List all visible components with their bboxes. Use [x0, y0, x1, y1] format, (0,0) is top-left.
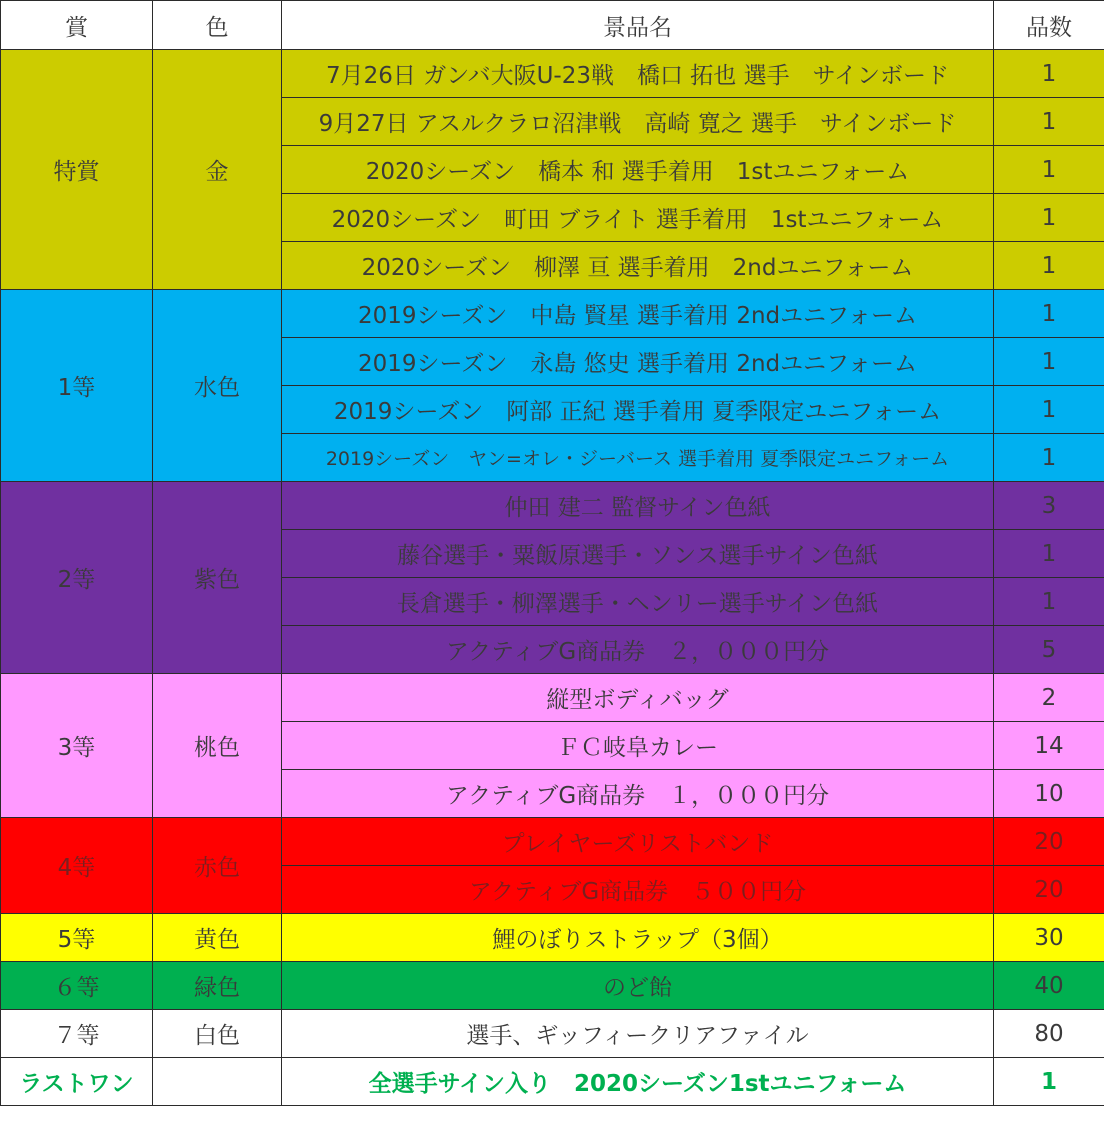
item-qty-cell: 1: [994, 290, 1104, 338]
item-qty-cell: 30: [994, 914, 1104, 962]
header-item: 景品名: [282, 1, 994, 50]
item-name-cell: 選手、ギッフィークリアファイル: [282, 1010, 994, 1058]
item-qty-cell: 1: [994, 194, 1104, 242]
item-name-cell: 2020シーズン 町田 ブライト 選手着用 1stユニフォーム: [282, 194, 994, 242]
table-row: [1, 1058, 1104, 1106]
item-name-cell: プレイヤーズリストバンド: [282, 818, 994, 866]
item-qty-cell: 20: [994, 866, 1104, 914]
item-qty-cell: 40: [994, 962, 1104, 1010]
item-qty-cell: 80: [994, 1010, 1104, 1058]
item-name-cell: 9月27日 アスルクラロ沼津戦 高崎 寛之 選手 サインボード: [282, 98, 994, 146]
item-name-cell: 2019シーズン ヤン=オレ・ジーバース 選手着用 夏季限定ユニフォーム: [282, 434, 994, 482]
table-row: [1, 50, 1104, 98]
prize-color-cell: 桃色: [153, 674, 282, 818]
prize-color-cell: 白色: [153, 1010, 282, 1058]
item-qty-cell: 1: [994, 98, 1104, 146]
item-qty-cell: 1: [994, 50, 1104, 98]
item-name-cell: のど飴: [282, 962, 994, 1010]
prize-rank-cell: 2等: [1, 482, 153, 674]
item-qty-cell: 5: [994, 626, 1104, 674]
item-name-cell: ＦＣ岐阜カレー: [282, 722, 994, 770]
item-name-cell: 全選手サイン入り 2020シーズン1stユニフォーム: [282, 1058, 994, 1106]
item-name-cell: 7月26日 ガンバ大阪U-23戦 橋口 拓也 選手 サインボード: [282, 50, 994, 98]
item-qty-cell: 3: [994, 482, 1104, 530]
item-name-cell: アクティブG商品券 ５００円分: [282, 866, 994, 914]
prize-rank-cell: 3等: [1, 674, 153, 818]
item-name-cell: 2019シーズン 永島 悠史 選手着用 2ndユニフォーム: [282, 338, 994, 386]
item-name-cell: 仲田 建二 監督サイン色紙: [282, 482, 994, 530]
item-name-cell: 縦型ボディバッグ: [282, 674, 994, 722]
table-row: [1, 1010, 1104, 1058]
prize-rank-cell: 特賞: [1, 50, 153, 290]
prize-rank-cell: ６等: [1, 962, 153, 1010]
item-qty-cell: 1: [994, 578, 1104, 626]
header-qty: 品数: [994, 1, 1104, 50]
item-name-cell: 2020シーズン 橋本 和 選手着用 1stユニフォーム: [282, 146, 994, 194]
prize-rank-cell: 1等: [1, 290, 153, 482]
item-name-cell: 藤谷選手・粟飯原選手・ソンス選手サイン色紙: [282, 530, 994, 578]
prize-color-cell: 水色: [153, 290, 282, 482]
item-qty-cell: 1: [994, 242, 1104, 290]
prize-color-cell: 緑色: [153, 962, 282, 1010]
item-qty-cell: 1: [994, 1058, 1104, 1106]
item-name-cell: 2020シーズン 柳澤 亘 選手着用 2ndユニフォーム: [282, 242, 994, 290]
prize-rank-cell: ７等: [1, 1010, 153, 1058]
item-qty-cell: 1: [994, 530, 1104, 578]
table-row: [1, 290, 1104, 338]
item-qty-cell: 10: [994, 770, 1104, 818]
prize-color-cell: 金: [153, 50, 282, 290]
header-prize: 賞: [1, 1, 153, 50]
prize-rank-cell: ラストワン: [1, 1058, 153, 1106]
table-row: [1, 962, 1104, 1010]
item-qty-cell: 14: [994, 722, 1104, 770]
prize-rank-cell: 4等: [1, 818, 153, 914]
item-qty-cell: 1: [994, 146, 1104, 194]
table-row: [1, 482, 1104, 530]
item-qty-cell: 1: [994, 434, 1104, 482]
item-name-cell: アクティブG商品券 ２，０００円分: [282, 626, 994, 674]
table-row: [1, 818, 1104, 866]
item-name-cell: 鯉のぼりストラップ（3個）: [282, 914, 994, 962]
header-row: [1, 1, 1104, 50]
prize-color-cell: 赤色: [153, 818, 282, 914]
item-name-cell: 長倉選手・柳澤選手・ヘンリー選手サイン色紙: [282, 578, 994, 626]
item-name-cell: アクティブG商品券 １，０００円分: [282, 770, 994, 818]
item-qty-cell: 1: [994, 338, 1104, 386]
item-qty-cell: 20: [994, 818, 1104, 866]
item-name-cell: 2019シーズン 中島 賢星 選手着用 2ndユニフォーム: [282, 290, 994, 338]
prize-color-cell: [153, 1058, 282, 1106]
prize-color-cell: 黄色: [153, 914, 282, 962]
item-name-cell: 2019シーズン 阿部 正紀 選手着用 夏季限定ユニフォーム: [282, 386, 994, 434]
prize-color-cell: 紫色: [153, 482, 282, 674]
item-qty-cell: 2: [994, 674, 1104, 722]
header-color: 色: [153, 1, 282, 50]
prize-rank-cell: 5等: [1, 914, 153, 962]
item-qty-cell: 1: [994, 386, 1104, 434]
table-row: [1, 914, 1104, 962]
table-row: [1, 674, 1104, 722]
